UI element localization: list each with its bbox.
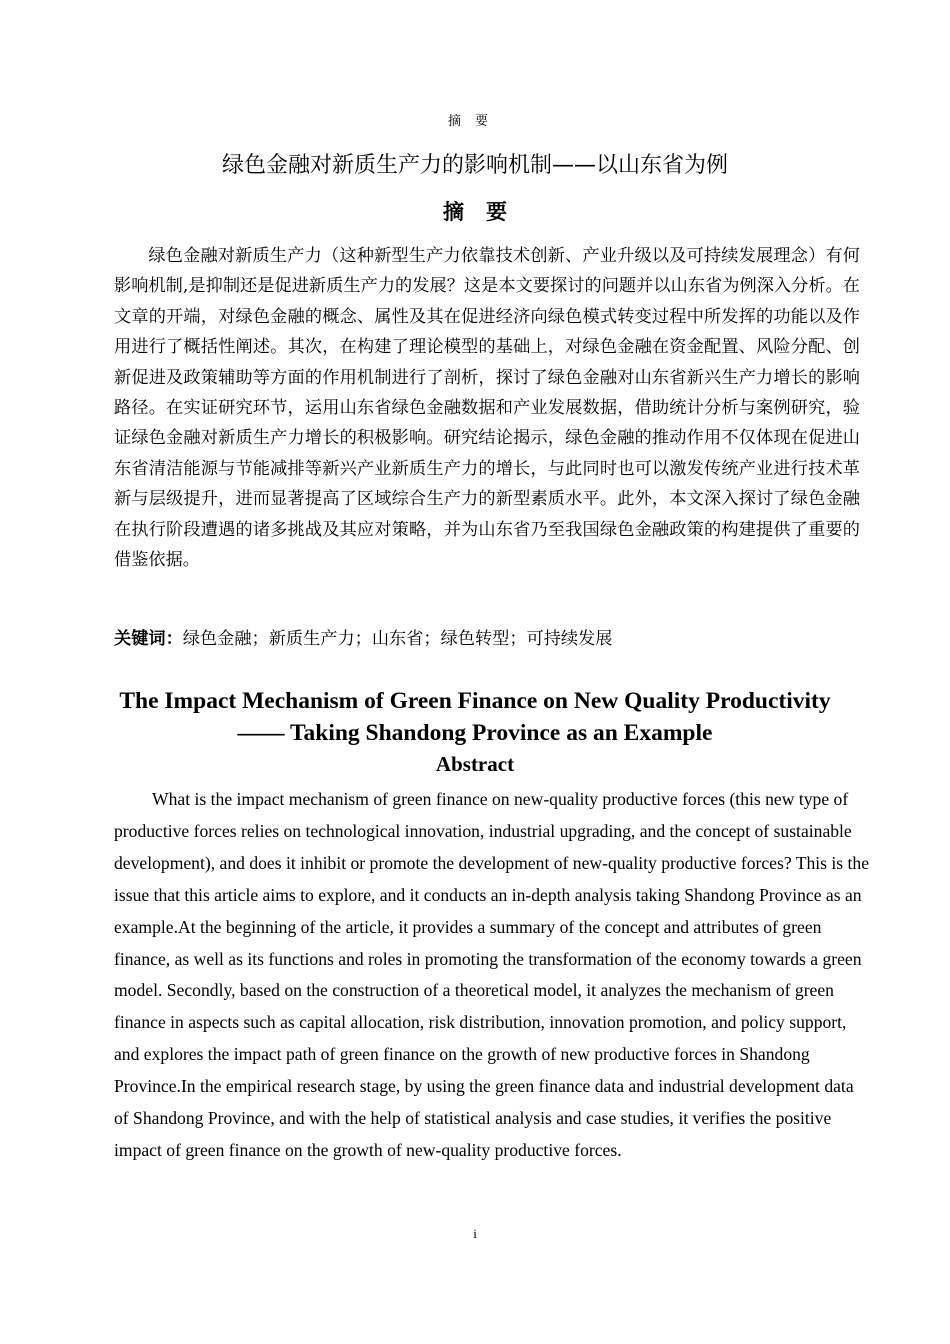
chinese-keywords <box>114 624 860 654</box>
chinese-abstract-heading: 摘要 <box>443 200 529 224</box>
english-title-line-2: —— Taking Shandong Province as an Example <box>237 720 713 746</box>
running-header: 摘要 <box>447 114 502 129</box>
chinese-title: 绿色金融对新质生产力的影响机制——以山东省为例 <box>221 153 728 178</box>
english-title-line-1: The Impact Mechanism of Green Finance on New Quality Productivity <box>119 688 831 714</box>
english-title <box>0 685 950 749</box>
chinese-abstract-body: 绿色金融对新质生产力（这种新型生产力依靠技术创新、产业升级以及可持续发展理念）有何影响机制,是抑制还是促进新质生产力的发展？这是本文要探讨的问题并以山东省为例深入分析。在文章的开端，对绿色金融的概念、属性及其在促进经济向绿色模式转变过程中所发挥的功能以及作用进行了概括性阐述。其次，在构建了理论模型的基础上，对绿色金融在资金配置、风险分配、创新促进及政策辅助等方面的作用机制进行了剖析，探讨了绿色金融对山东省新兴生产力增长的影响路径。在实证研究环节，运用山东省绿色金融数据和产业发展数据，借助统计分析与案例研究，验证绿色金融对新质生产力增长的积极影响。研究结论揭示，绿色金融的推动作用不仅体现在促进山东省清洁能源与节能减排等新兴产业新质生产力的增长，与此同时也可以激发传统产业进行技术革新与层级提升，进而显著提高了区域综合生产力的新型素质水平。此外，本文深入探讨了绿色金融在执行阶段遭遇的诸多挑战及其应对策略，并为山东省乃至我国绿色金融政策的构建提供了重要的借鉴依据。 <box>114 246 860 571</box>
page-number: i <box>473 1226 477 1241</box>
chinese-keywords-list: 绿色金融；新质生产力；山东省；绿色转型；可持续发展 <box>182 629 613 649</box>
chinese-keywords-label: 关键词： <box>114 629 183 649</box>
english-abstract-body: What is the impact mechanism of green finance on new-quality productive forces (this new type of productive forces relies on technological innovation, industrial upgrading, and the concept of sustainable development), and does it inhibit or promote the development of new-quality productive forces? This is the issue that this article aims to explore, and it conducts an in-depth analysis taking Shandong Province as an example.At the beginning of the article, it provides a summary of the concept and attributes of green finance, as well as its functions and roles in promoting the transformation of the economy towards a green model. Secondly, based on the construction of a theoretical model, it analyzes the mechanism of green finance in aspects such as capital allocation, risk distribution, innovation promotion, and policy support, and explores the impact path of green finance on the growth of new productive forces in Shandong Province.In the empirical research stage, by using the green finance data and industrial development data of Shandong Province, and with the help of statistical analysis and case studies, it verifies the positive impact of green finance on the growth of new-quality productive forces. <box>114 789 870 1160</box>
english-abstract-heading: Abstract <box>435 752 515 776</box>
